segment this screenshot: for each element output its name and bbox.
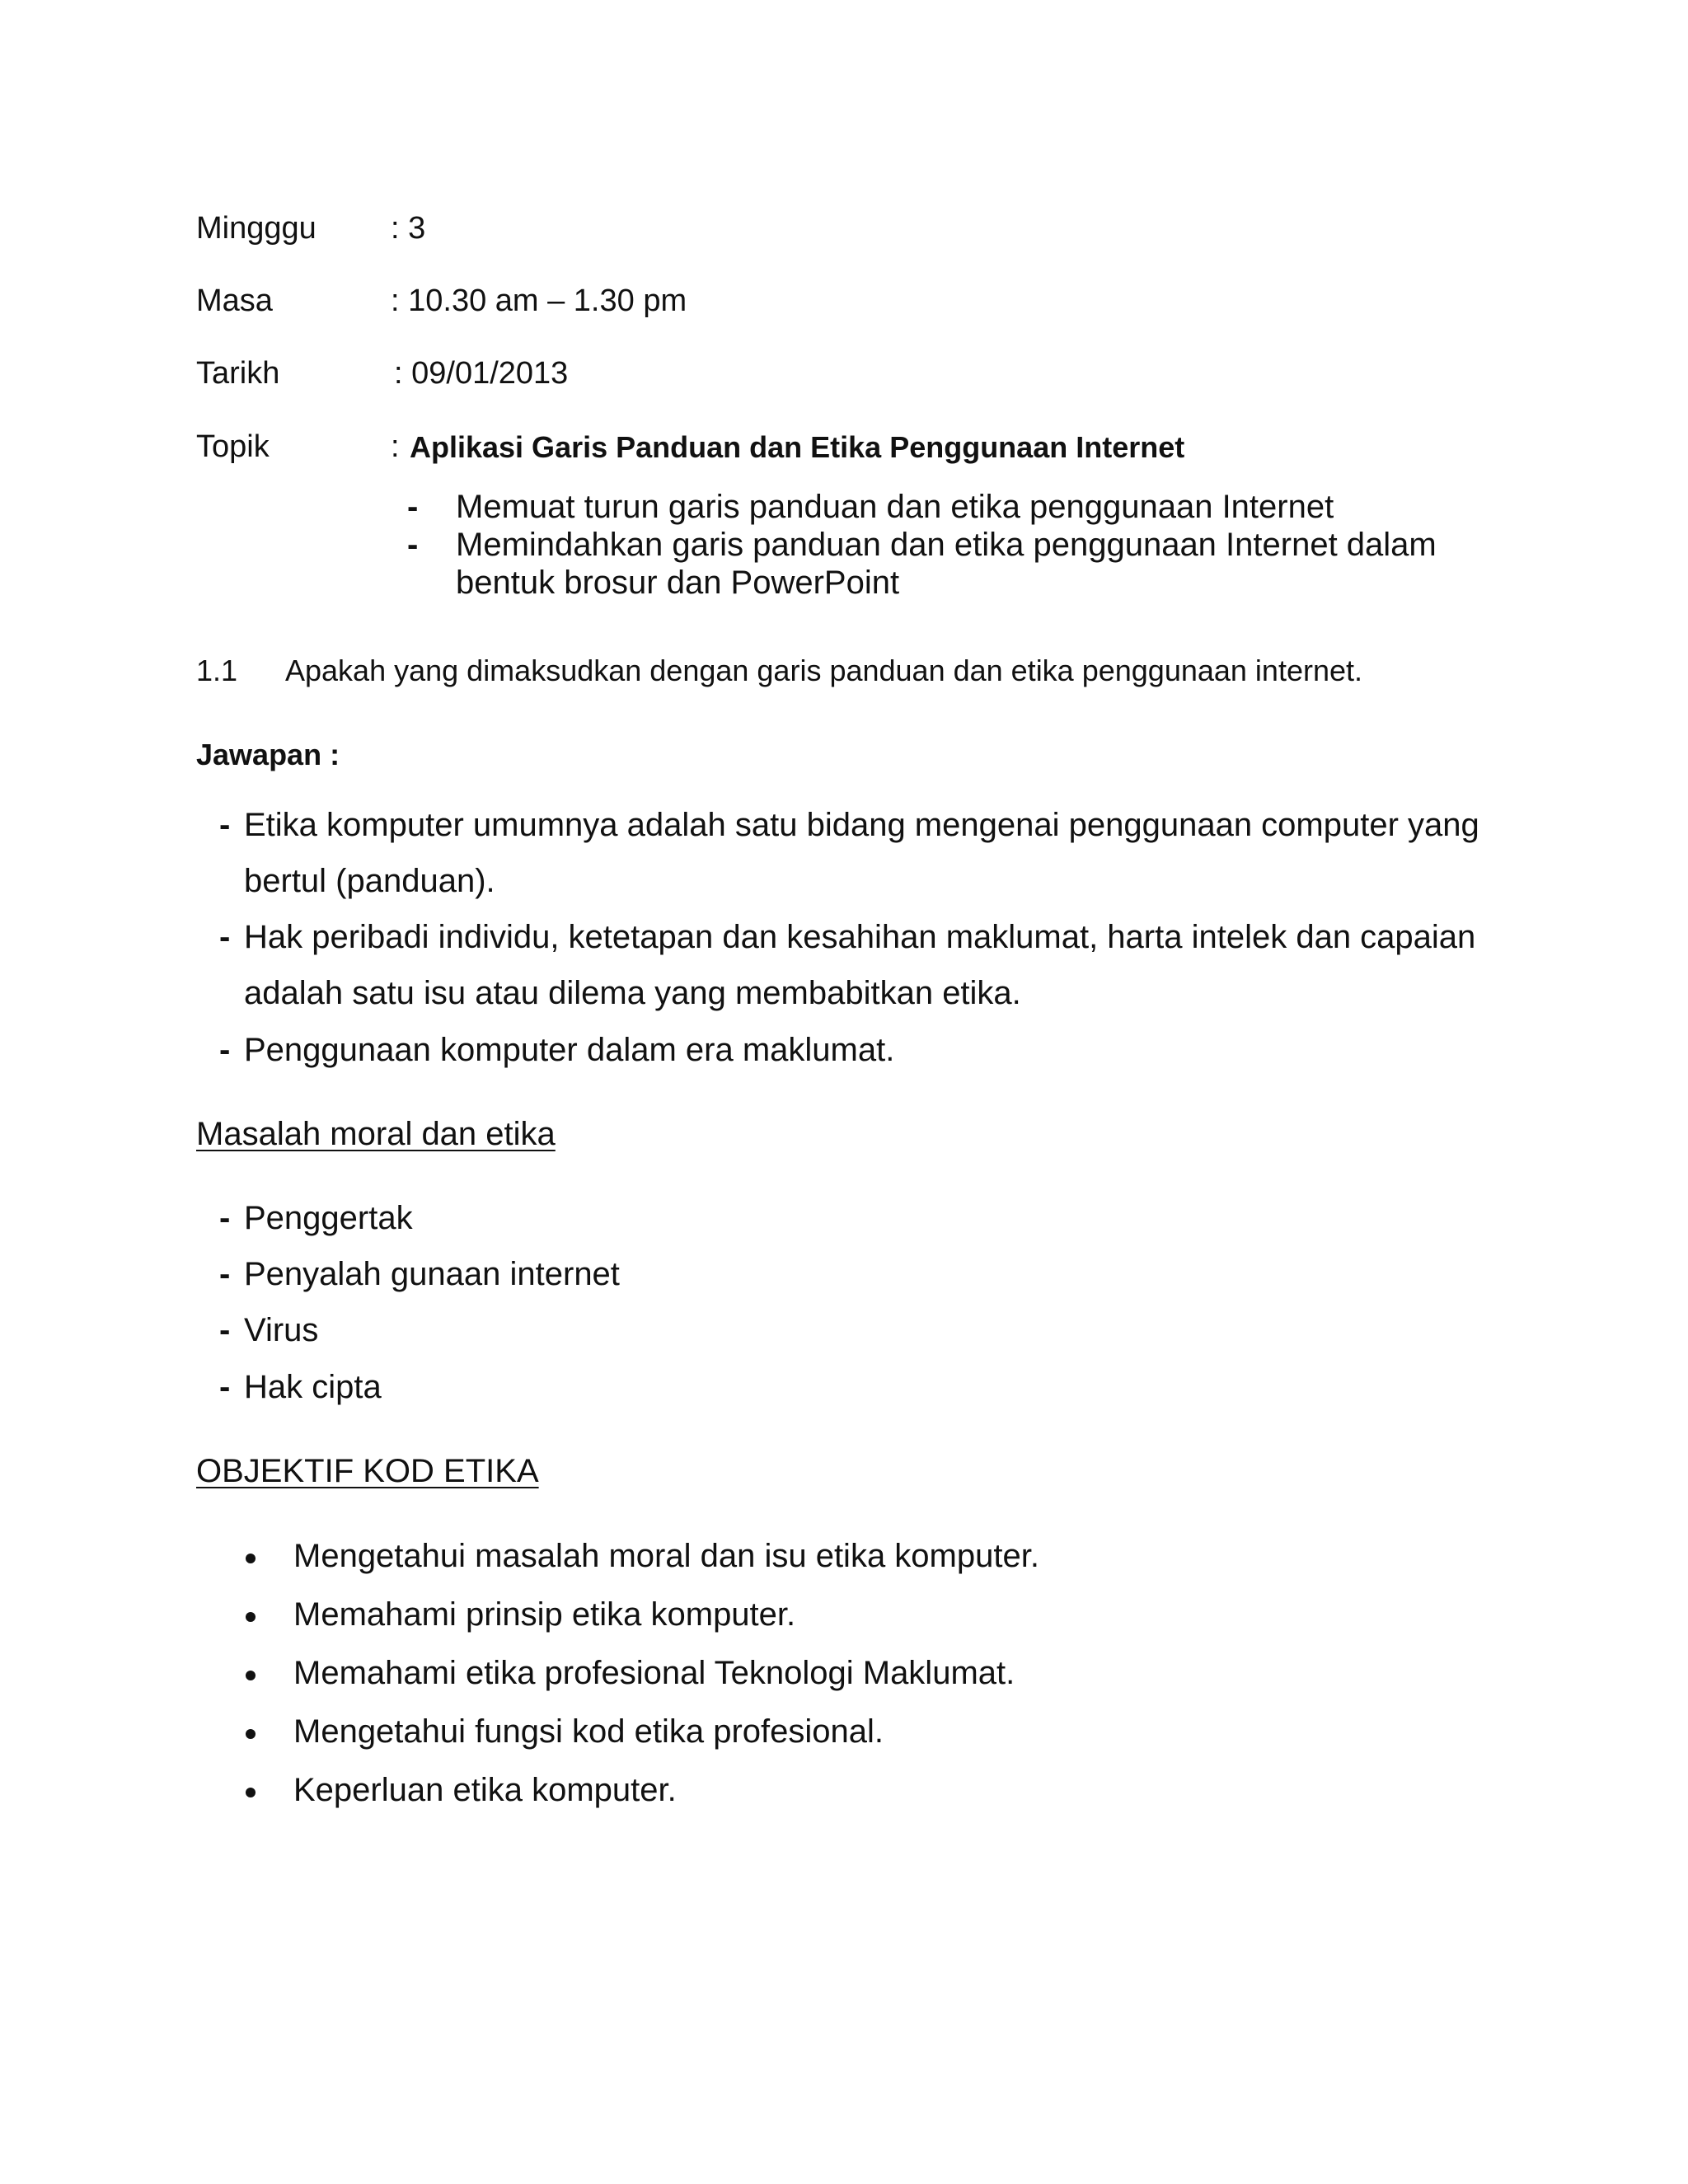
bullet-icon bbox=[246, 1612, 256, 1622]
question-text: Apakah yang dimaksudkan dengan garis panduan dan etika penggunaan internet. bbox=[285, 654, 1363, 687]
objektif-item: Memahami prinsip etika komputer. bbox=[293, 1596, 796, 1633]
topic-point-text: Memindahkan garis panduan dan etika penggunaan Internet dalam bbox=[456, 527, 1437, 563]
objektif-heading: OBJEKTIF KOD ETIKA bbox=[196, 1453, 539, 1489]
answer-label: Jawapan : bbox=[196, 738, 340, 771]
minggu-label: Mingggu bbox=[196, 211, 316, 246]
masa-label: Masa bbox=[196, 284, 273, 318]
masalah-item-dash: - bbox=[219, 1369, 231, 1405]
tarikh-value: : 09/01/2013 bbox=[394, 356, 569, 391]
masalah-item: Virus bbox=[244, 1312, 319, 1348]
bullet-icon bbox=[246, 1788, 256, 1797]
answer-item-line: Hak peribadi individu, ketetapan dan kesahihan maklumat, harta intelek dan capaian bbox=[244, 919, 1476, 955]
bullet-icon bbox=[246, 1554, 256, 1563]
masalah-item-dash: - bbox=[219, 1200, 231, 1236]
masalah-heading: Masalah moral dan etika bbox=[196, 1116, 556, 1152]
answer-item-line: adalah satu isu atau dilema yang membabitkan etika. bbox=[244, 975, 1021, 1011]
minggu-value: : 3 bbox=[391, 211, 426, 246]
topik-value: Aplikasi Garis Panduan dan Etika Penggunaan Internet bbox=[410, 430, 1185, 464]
tarikh-label: Tarikh bbox=[196, 356, 280, 391]
answer-item-dash: - bbox=[219, 919, 231, 955]
objektif-item: Keperluan etika komputer. bbox=[293, 1772, 677, 1808]
bullet-icon bbox=[246, 1729, 256, 1739]
question-number: 1.1 bbox=[196, 654, 238, 687]
masalah-item-dash: - bbox=[219, 1256, 231, 1292]
answer-item-dash: - bbox=[219, 1032, 231, 1068]
masa-value: : 10.30 am – 1.30 pm bbox=[391, 284, 687, 318]
objektif-item: Mengetahui masalah moral dan isu etika komputer. bbox=[293, 1538, 1039, 1574]
answer-item-line: Etika komputer umumnya adalah satu bidang mengenai penggunaan computer yang bbox=[244, 807, 1479, 843]
bullet-icon bbox=[246, 1671, 256, 1680]
masalah-item: Hak cipta bbox=[244, 1369, 382, 1405]
objektif-item: Mengetahui fungsi kod etika profesional. bbox=[293, 1713, 884, 1750]
answer-item-line: Penggunaan komputer dalam era maklumat. bbox=[244, 1032, 895, 1068]
topic-point-text: Memuat turun garis panduan dan etika penggunaan Internet bbox=[456, 489, 1334, 525]
topik-colon: : bbox=[391, 429, 400, 464]
objektif-item: Memahami etika profesional Teknologi Maklumat. bbox=[293, 1655, 1015, 1691]
masalah-item: Penyalah gunaan internet bbox=[244, 1256, 620, 1292]
topik-label: Topik bbox=[196, 429, 270, 464]
topic-point-text-continued: bentuk brosur dan PowerPoint bbox=[456, 565, 900, 601]
masalah-item-dash: - bbox=[219, 1312, 231, 1348]
answer-item-line: bertul (panduan). bbox=[244, 863, 495, 899]
topic-point-dash: - bbox=[407, 489, 419, 525]
answer-item-dash: - bbox=[219, 807, 231, 843]
masalah-item: Penggertak bbox=[244, 1200, 413, 1236]
topic-point-dash: - bbox=[407, 527, 419, 563]
